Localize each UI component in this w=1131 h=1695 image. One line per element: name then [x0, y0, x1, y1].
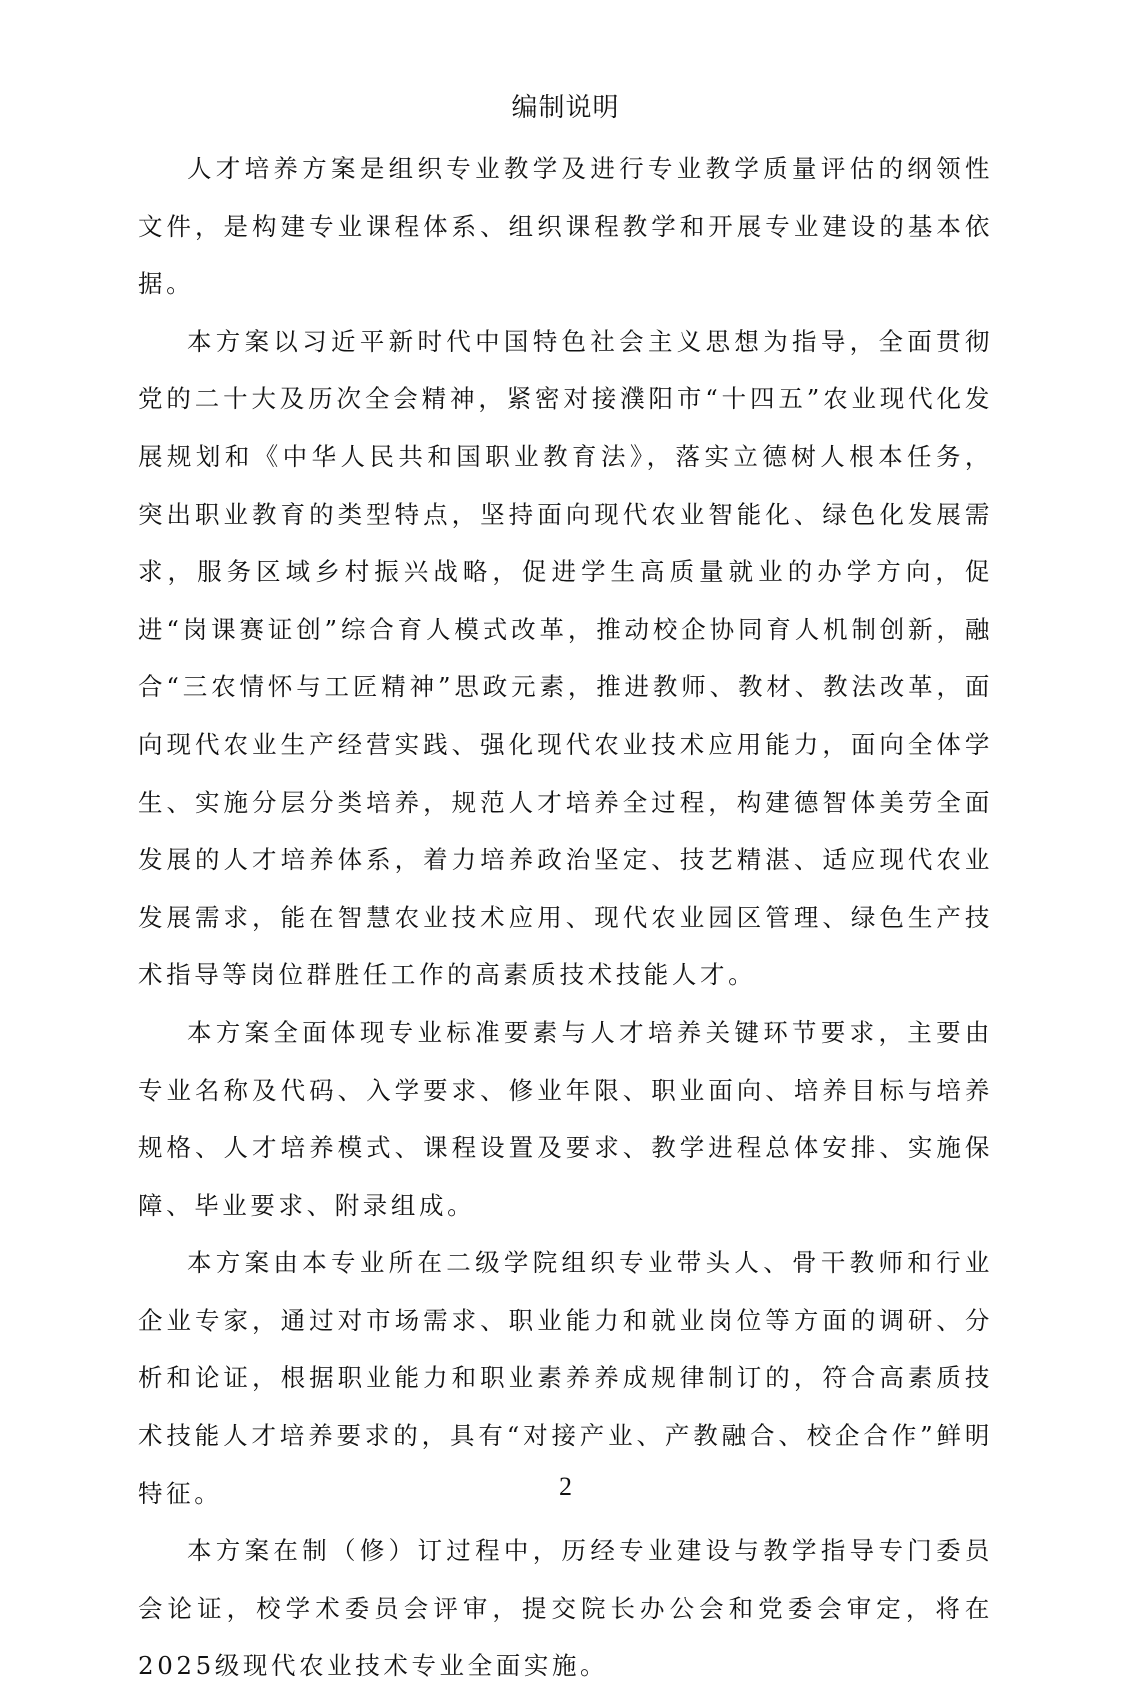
- page-title: 编制说明: [511, 93, 620, 123]
- paragraph-2: 本方案以习近平新时代中国特色社会主义思想为指导，全面贯彻党的二十大及历次全会精神，紧密对接濮阳市“十四五”农业现代化发展规划和《中华人民共和国职业教育法》，落实立德树人根本任务，突出职业教育的类型特点，坚持面向现代农业智能化、绿色化发展需求，服务区域乡村振兴战略，促进学生高质量就业的办学方向，促进“岗课赛证创”综合育人模式改革，推动校企协同育人机制创新，融合“三农情怀与工匠精神”思政元素，推进教师、教材、教法改革，面向现代农业生产经营实践、强化现代农业技术应用能力，面向全体学生、实施分层分类培养，规范人才培养全过程，构建德智体美劳全面发展的人才培养体系，着力培养政治坚定、技艺精湛、适应现代农业发展需求，能在智慧农业技术应用、现代农业园区管理、绿色生产技术指导等岗位群胜任工作的高素质技术技能人才。: [138, 326, 993, 990]
- paragraph-3: 本方案全面体现专业标准要素与人才培养关键环节要求，主要由专业名称及代码、入学要求、修业年限、职业面向、培养目标与培养规格、人才培养模式、课程设置及要求、教学进程总体安排、实施保障、毕业要求、附录组成。: [138, 1017, 993, 1220]
- document-body: [138, 140, 993, 1695]
- paragraph-5: 本方案在制（修）订过程中，历经专业建设与教学指导专门委员会论证，校学术委员会评审，提交院长办公会和党委会审定，将在2025级现代农业技术专业全面实施。: [138, 1536, 993, 1681]
- page-number: 2: [559, 1472, 572, 1501]
- paragraph-1: 人才培养方案是组织专业教学及进行专业教学质量评估的纲领性文件，是构建专业课程体系、组织课程教学和开展专业建设的基本依据。: [138, 154, 993, 299]
- paragraph-4: 本方案由本专业所在二级学院组织专业带头人、骨干教师和行业企业专家，通过对市场需求、职业能力和就业岗位等方面的调研、分析和论证，根据职业能力和职业素养养成规律制订的，符合高素质技术技能人才培养要求的，具有“对接产业、产教融合、校企合作”鲜明特征。: [138, 1248, 993, 1508]
